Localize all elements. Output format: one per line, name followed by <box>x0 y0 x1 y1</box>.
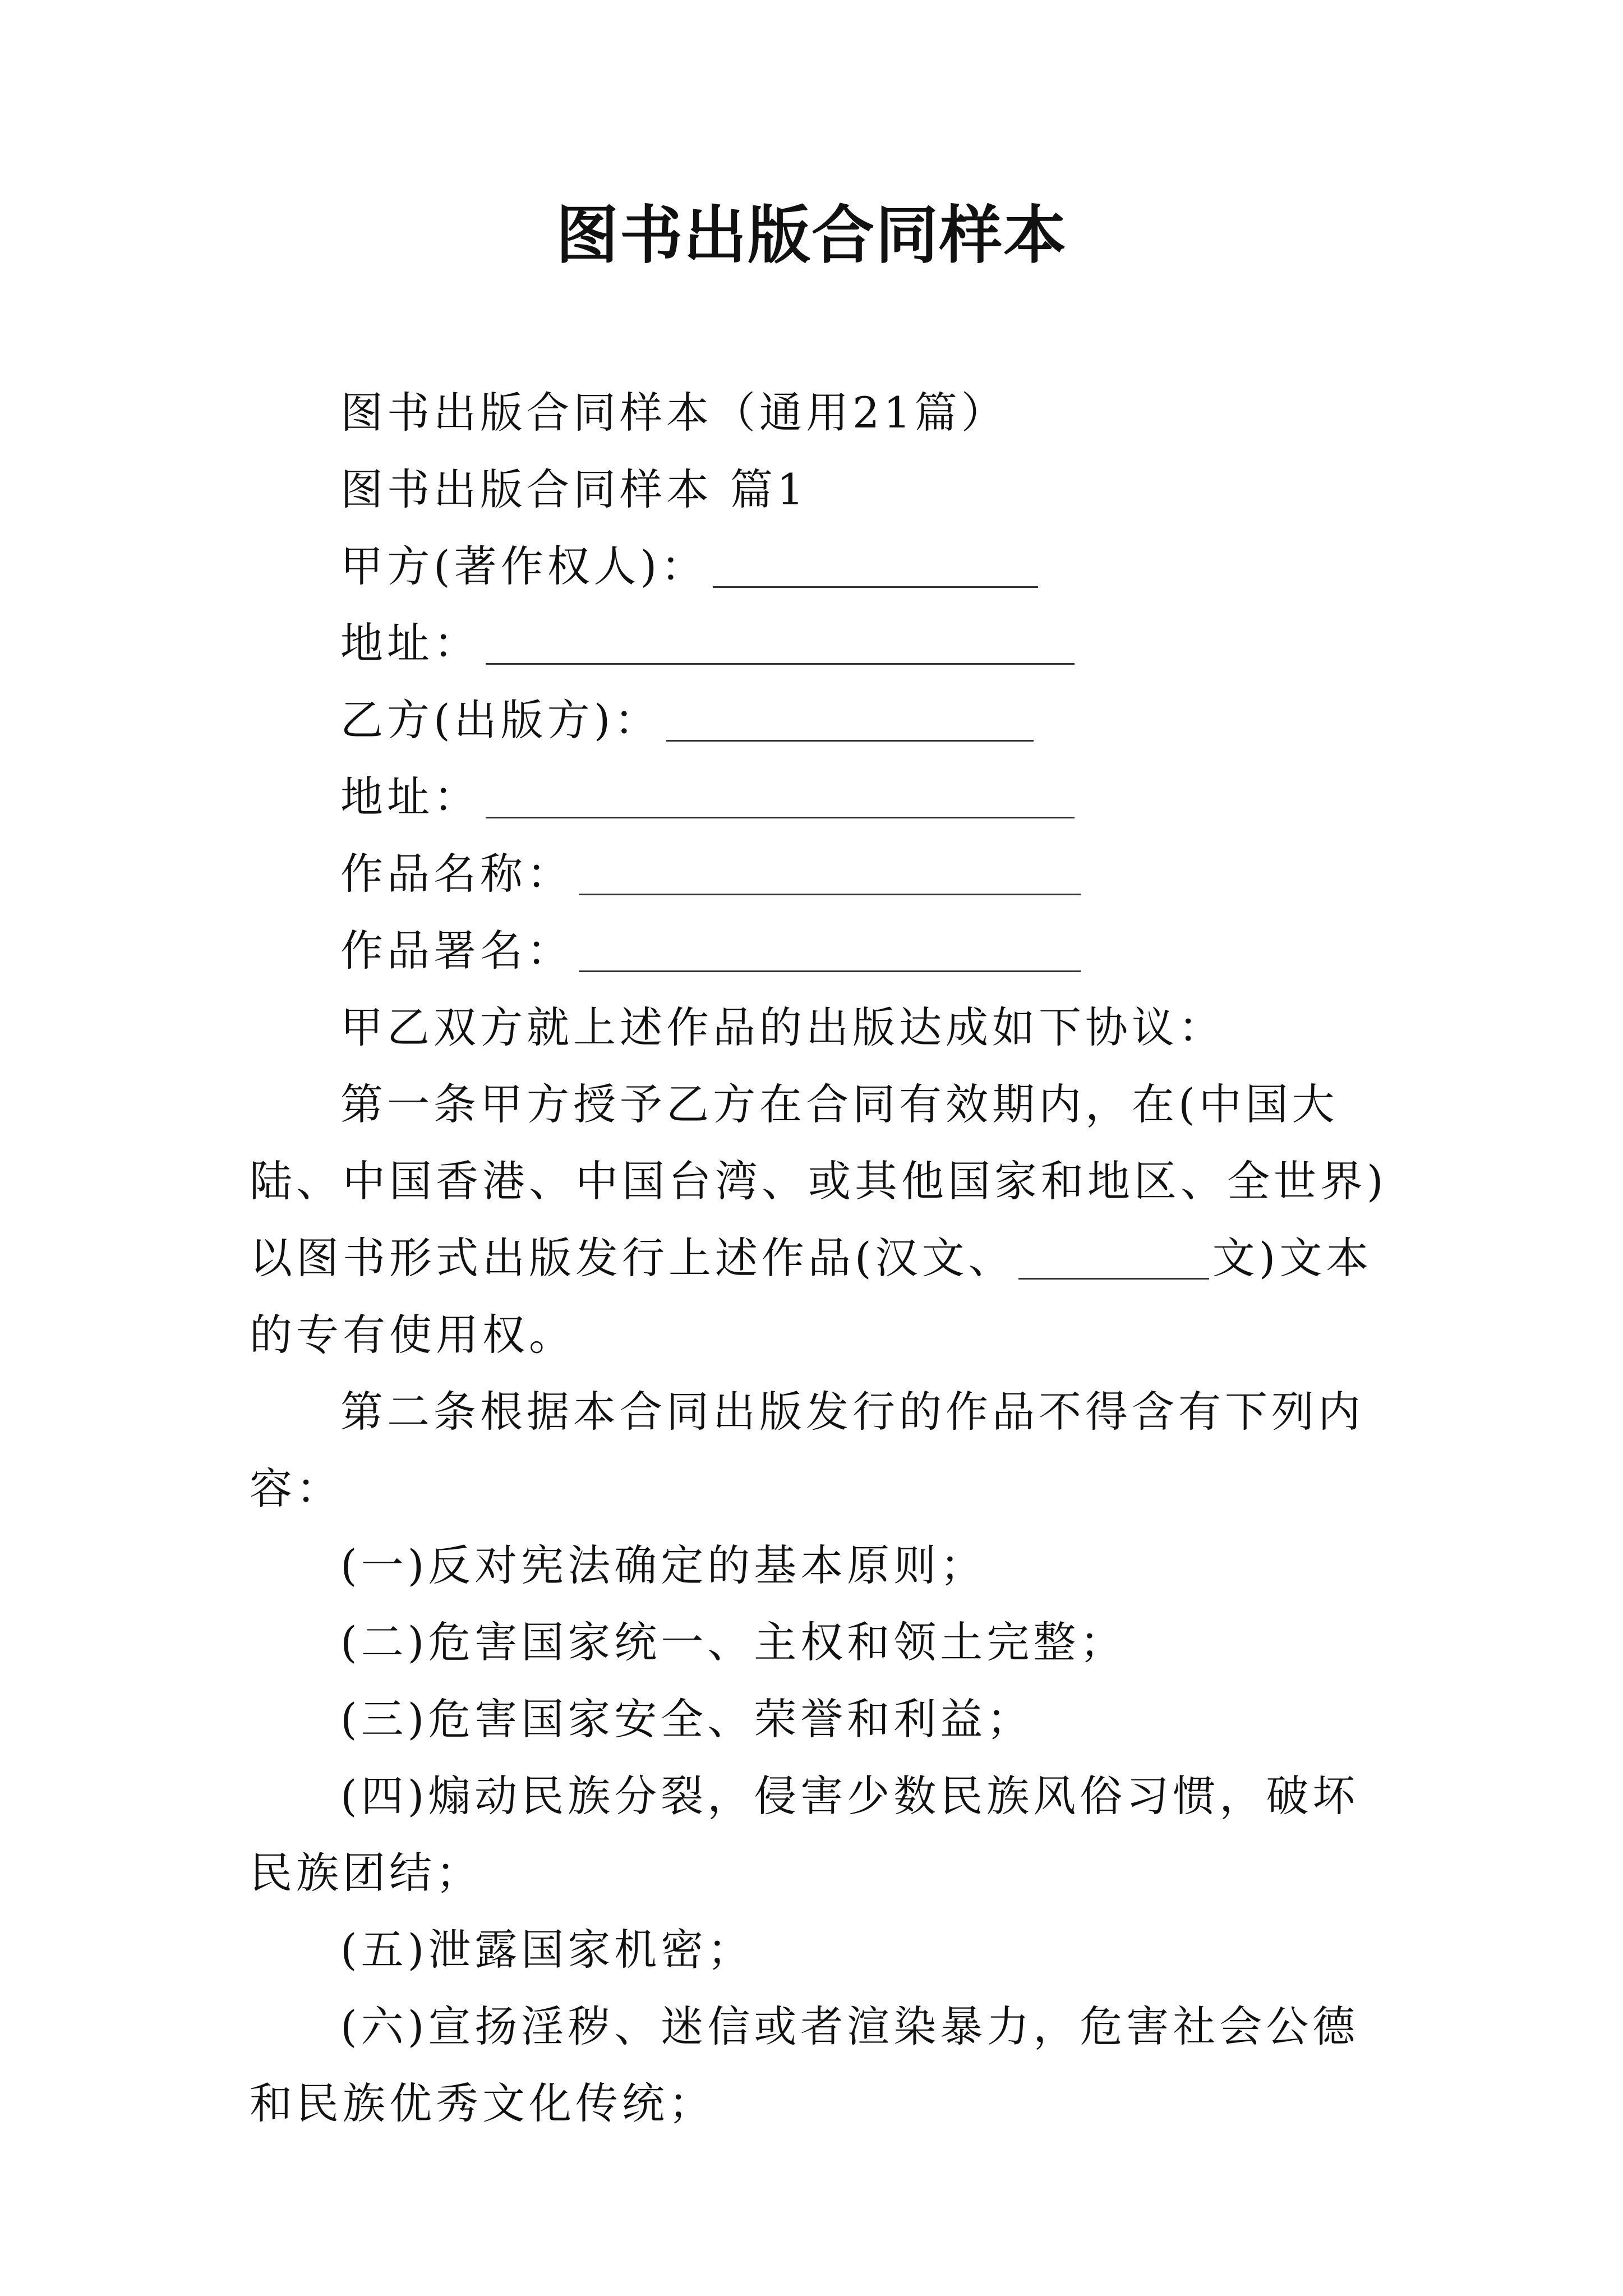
field-row-party-a <box>340 528 1388 605</box>
field-blank-work-title[interactable] <box>579 848 1081 895</box>
field-blank-address-a[interactable] <box>486 617 1075 665</box>
list-item: (六)宣扬淫秽、迷信或者渲染暴力，危害社会公德和民族优秀文化传统； <box>250 2001 1359 2128</box>
field-label-work-title: 作品名称： <box>340 849 573 899</box>
field-blank-party-a[interactable] <box>713 540 1038 588</box>
list-item: (四)煽动民族分裂，侵害少数民族风俗习惯，破坏民族团结； <box>250 1771 1359 1898</box>
document-body <box>250 374 1388 2142</box>
list-item: (一)反对宪法确定的基本原则； <box>340 1540 987 1590</box>
field-row-work-title <box>340 835 1388 912</box>
language-blank[interactable] <box>1018 1232 1209 1280</box>
field-blank-party-b[interactable] <box>666 694 1034 742</box>
list-item: (二)危害国家统一、主权和领土完整； <box>340 1617 1127 1667</box>
article-1 <box>250 1066 1388 1373</box>
field-label-work-signature: 作品署名： <box>340 926 573 976</box>
article-1-text-a: 第一条甲方授予乙方在合同有效期内，在(中国大陆、中国香港、中国台湾、或其他国家和地区、全世界)以图书形式出版发行上述作品(汉文、 <box>250 1079 1387 1283</box>
field-row-work-signature <box>340 912 1388 989</box>
field-label-party-b: 乙方(出版方)： <box>340 695 661 745</box>
list-item: (五)泄露国家机密； <box>340 1925 754 1975</box>
subtitle: 图书出版合同样本（通用21篇） <box>340 388 1008 438</box>
field-blank-address-b[interactable] <box>486 771 1075 818</box>
document-title: 图书出版合同样本 <box>556 199 1067 272</box>
field-label-address-a: 地址： <box>340 618 480 668</box>
field-blank-work-signature[interactable] <box>579 924 1081 972</box>
field-label-party-a: 甲方(著作权人)： <box>340 541 708 591</box>
intro-paragraph: 甲乙双方就上述作品的出版达成如下协议： <box>340 1002 1225 1052</box>
section-heading: 图书出版合同样本 篇1 <box>340 464 808 514</box>
field-row-address-a <box>340 605 1388 682</box>
article-1-text-b: 文)文本的专有使用权。 <box>250 1233 1373 1360</box>
list-item: (三)危害国家安全、荣誉和利益； <box>340 1694 1034 1744</box>
article-2: 第二条根据本合同出版发行的作品不得含有下列内容： <box>250 1387 1364 1513</box>
field-row-party-b <box>340 682 1388 758</box>
field-row-address-b <box>340 758 1388 835</box>
field-label-address-b: 地址： <box>340 772 480 822</box>
